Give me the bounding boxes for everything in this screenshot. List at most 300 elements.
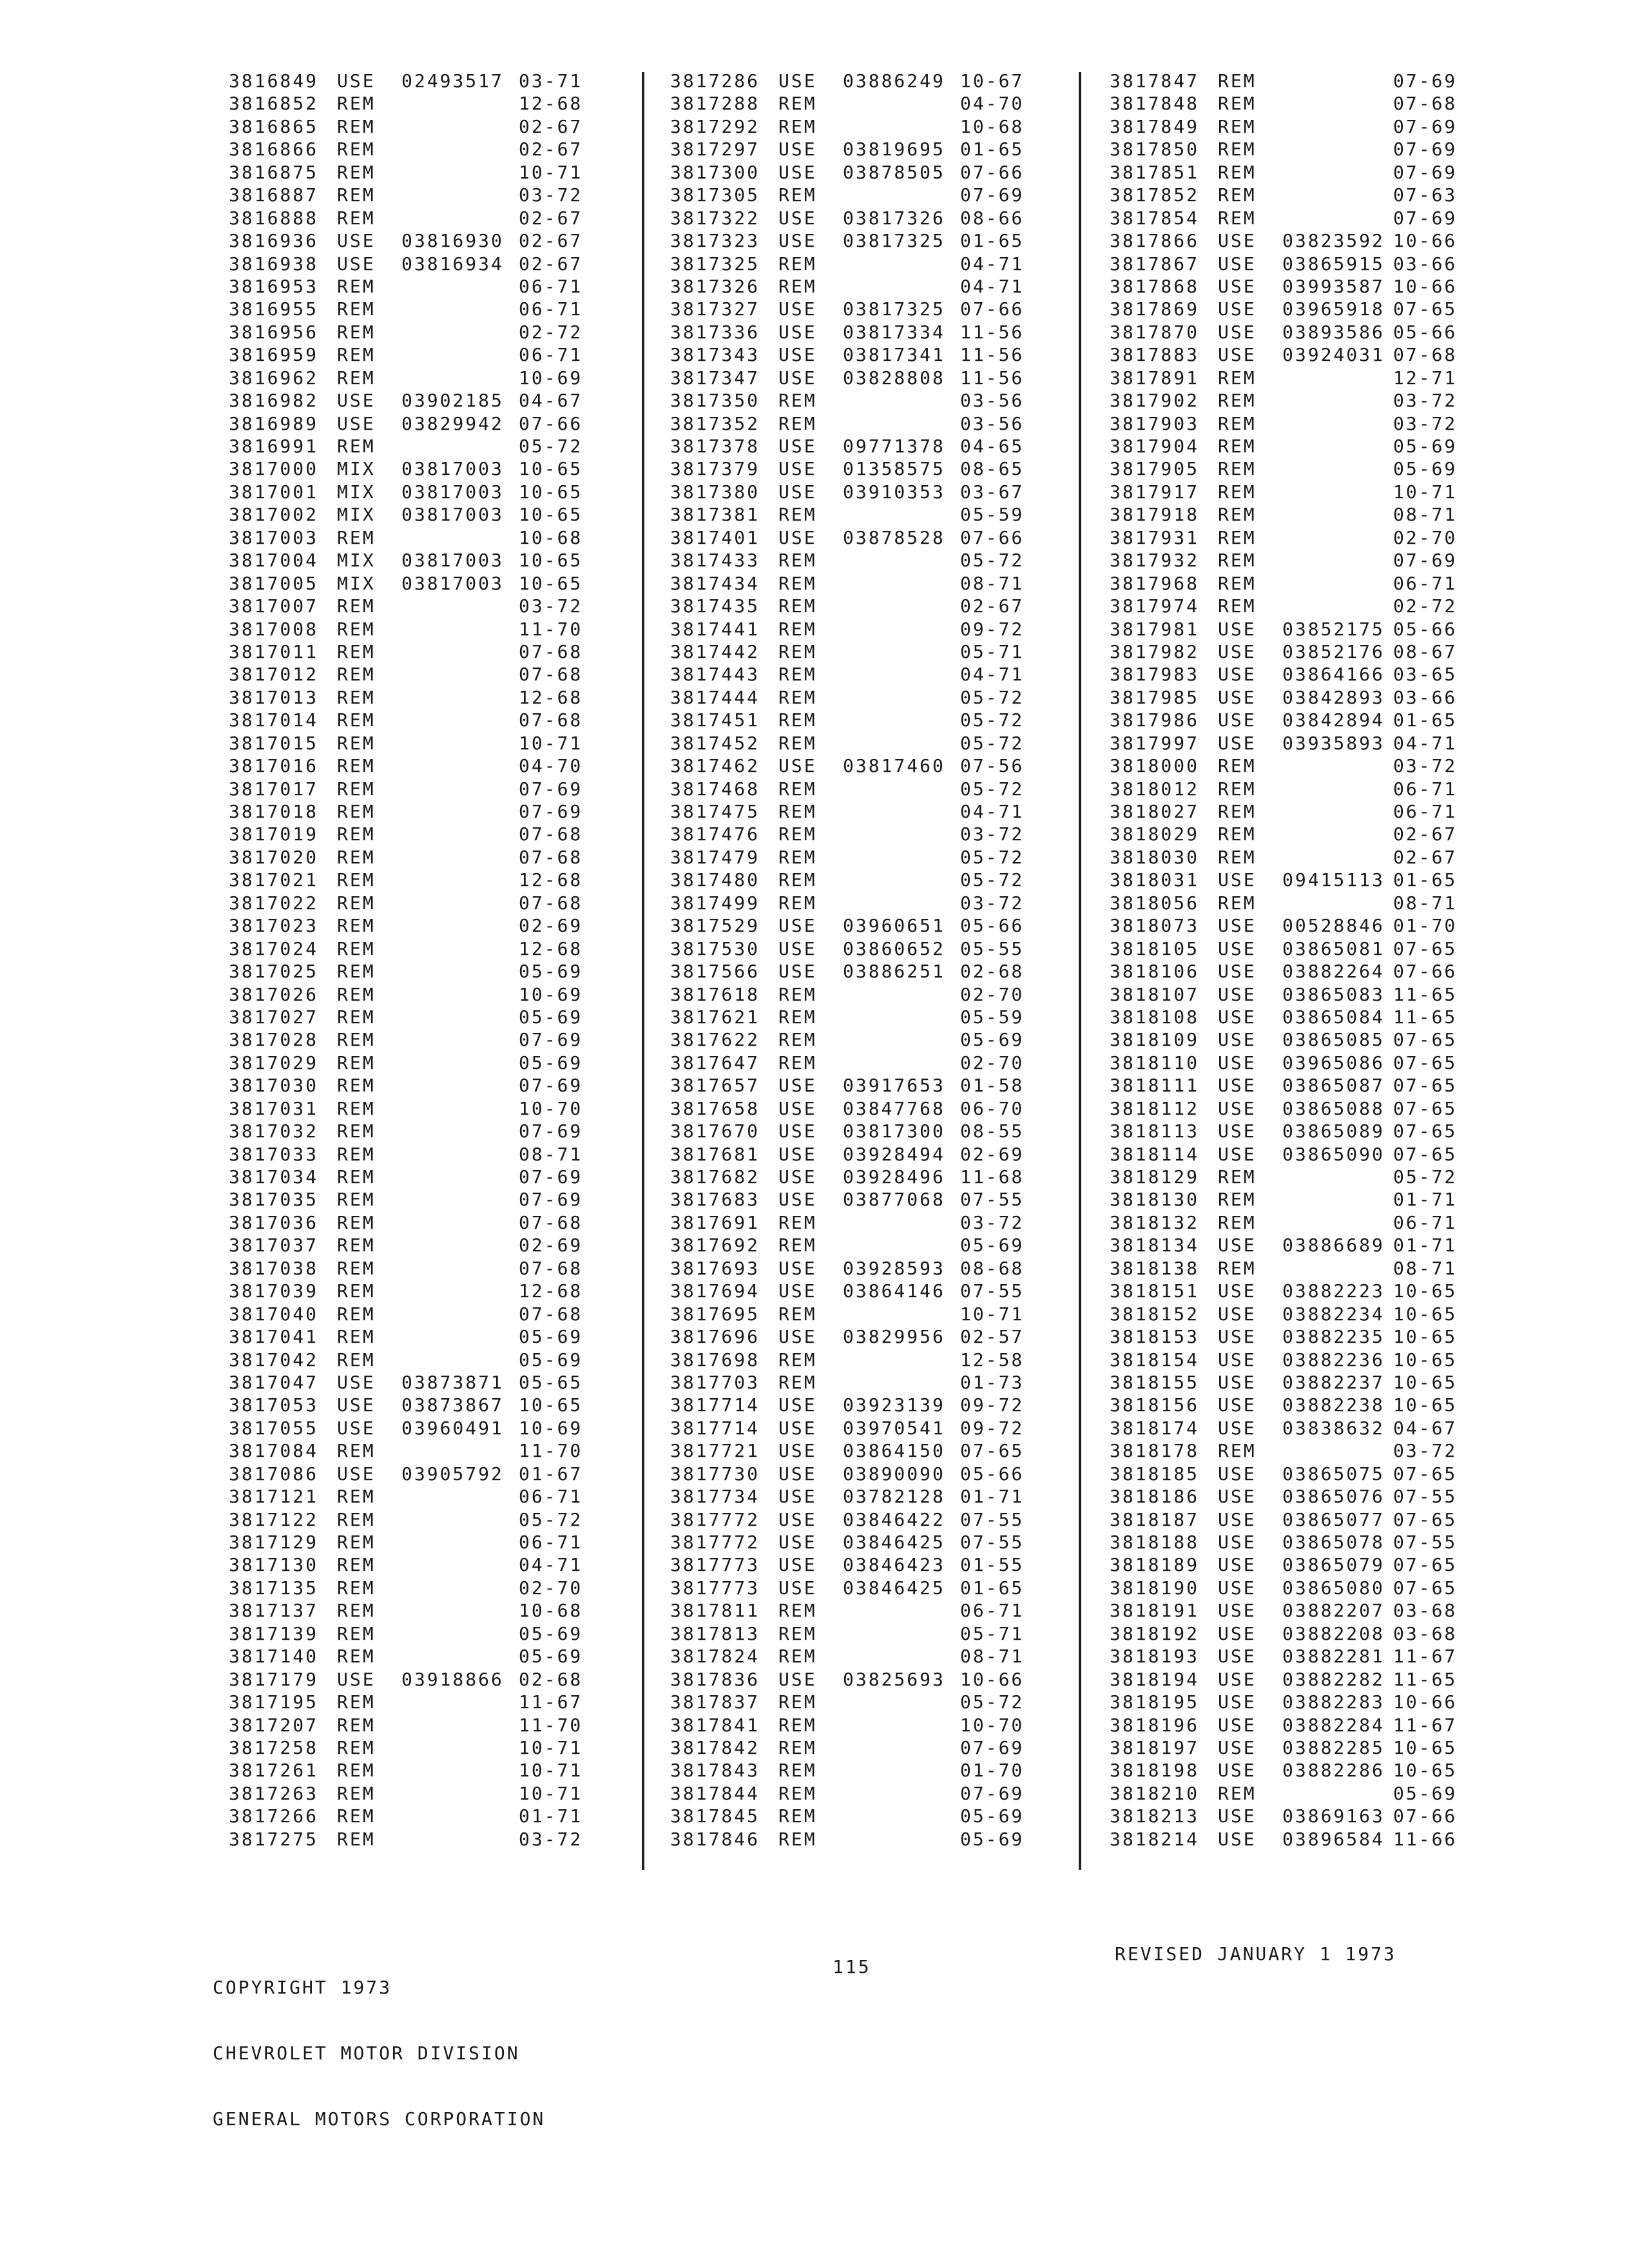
disposition-code: MIX: [337, 550, 376, 572]
date-code: 04-71: [960, 275, 1025, 297]
replacement-part-number: 03960651: [843, 915, 945, 937]
disposition-code: USE: [1218, 1622, 1257, 1644]
date-code: 10-68: [519, 1600, 583, 1622]
column-divider: [1079, 72, 1081, 1870]
date-code: 05-69: [960, 1828, 1025, 1850]
disposition-code: REM: [337, 1303, 376, 1325]
disposition-code: USE: [1218, 618, 1257, 640]
part-number: 3816989: [229, 412, 319, 434]
date-code: 01-67: [519, 1463, 583, 1485]
date-code: 03-72: [1393, 755, 1458, 777]
disposition-code: REM: [778, 1691, 817, 1713]
part-number: 3817381: [670, 504, 760, 526]
date-code: 04-71: [519, 1554, 583, 1576]
date-code: 05-66: [960, 915, 1025, 937]
date-code: 11-70: [519, 1714, 583, 1736]
disposition-code: USE: [778, 1257, 817, 1279]
disposition-code: USE: [778, 481, 817, 503]
date-code: 05-72: [1393, 1166, 1458, 1187]
part-number: 3818129: [1110, 1166, 1200, 1187]
disposition-code: USE: [1218, 253, 1257, 274]
replacement-part-number: 03782128: [843, 1486, 945, 1508]
part-number: 3817292: [670, 115, 760, 137]
disposition-code: USE: [337, 1668, 376, 1690]
disposition-code: REM: [337, 1097, 376, 1119]
part-number: 3817014: [229, 709, 319, 731]
disposition-code: USE: [778, 367, 817, 389]
part-number: 3817015: [229, 732, 319, 754]
part-number: 3818152: [1110, 1303, 1200, 1325]
date-code: 02-72: [519, 321, 583, 343]
date-code: 05-72: [960, 686, 1025, 708]
part-number: 3817903: [1110, 412, 1200, 434]
part-number: 3817003: [229, 526, 319, 548]
part-number: 3818154: [1110, 1349, 1200, 1370]
part-number: 3817343: [670, 344, 760, 366]
date-code: 05-72: [960, 846, 1025, 868]
disposition-code: USE: [1218, 1577, 1257, 1599]
disposition-code: REM: [778, 504, 817, 526]
replacement-part-number: 03865090: [1282, 1143, 1385, 1165]
date-code: 02-70: [1393, 526, 1458, 548]
part-number: 3818189: [1110, 1554, 1200, 1576]
part-number: 3818195: [1110, 1691, 1200, 1713]
date-code: 07-69: [519, 1120, 583, 1142]
date-code: 07-55: [960, 1532, 1025, 1553]
date-code: 08-71: [1393, 504, 1458, 526]
disposition-code: REM: [337, 436, 376, 457]
disposition-code: REM: [337, 1052, 376, 1073]
replacement-part-number: 03865081: [1282, 937, 1385, 959]
disposition-code: REM: [337, 1235, 376, 1256]
replacement-part-number: 02493517: [401, 70, 504, 91]
part-number: 3817135: [229, 1577, 319, 1599]
disposition-code: REM: [1218, 846, 1257, 868]
replacement-part-number: 03917653: [843, 1075, 945, 1097]
date-code: 10-69: [519, 367, 583, 389]
disposition-code: REM: [778, 664, 817, 686]
disposition-code: REM: [1218, 892, 1257, 914]
part-number: 3817772: [670, 1508, 760, 1530]
part-number: 3818186: [1110, 1486, 1200, 1508]
disposition-code: REM: [337, 115, 376, 137]
disposition-code: REM: [337, 1120, 376, 1142]
date-code: 07-65: [1393, 1029, 1458, 1051]
disposition-code: REM: [337, 321, 376, 343]
disposition-code: REM: [1218, 390, 1257, 412]
date-code: 10-69: [519, 1417, 583, 1439]
disposition-code: USE: [1218, 1463, 1257, 1485]
part-number: 3817022: [229, 892, 319, 914]
disposition-code: USE: [778, 915, 817, 937]
date-code: 08-68: [960, 1257, 1025, 1279]
part-number: 3817974: [1110, 595, 1200, 617]
part-number: 3817902: [1110, 390, 1200, 412]
disposition-code: REM: [778, 1622, 817, 1644]
date-code: 07-69: [1393, 70, 1458, 91]
part-number: 3818000: [1110, 755, 1200, 777]
part-number: 3817084: [229, 1440, 319, 1462]
disposition-code: USE: [337, 1463, 376, 1485]
date-code: 05-72: [960, 709, 1025, 731]
date-code: 02-67: [519, 253, 583, 274]
replacement-part-number: 03842893: [1282, 686, 1385, 708]
part-number: 3816936: [229, 230, 319, 252]
disposition-code: REM: [778, 1828, 817, 1850]
disposition-code: USE: [778, 298, 817, 320]
part-number: 3818031: [1110, 869, 1200, 891]
part-number: 3817038: [229, 1257, 319, 1279]
disposition-code: USE: [778, 436, 817, 457]
date-code: 05-59: [960, 1006, 1025, 1028]
replacement-part-number: 03817325: [843, 230, 945, 252]
part-number: 3817714: [670, 1417, 760, 1439]
replacement-part-number: 03865915: [1282, 253, 1385, 274]
part-number: 3817024: [229, 937, 319, 959]
date-code: 07-69: [1393, 207, 1458, 229]
disposition-code: REM: [778, 550, 817, 572]
date-code: 05-69: [960, 1805, 1025, 1827]
copyright-line: CHEVROLET MOTOR DIVISION: [213, 2042, 520, 2064]
disposition-code: REM: [1218, 481, 1257, 503]
date-code: 05-69: [960, 1235, 1025, 1256]
disposition-code: REM: [337, 1166, 376, 1187]
part-number: 3817670: [670, 1120, 760, 1142]
date-code: 03-71: [519, 70, 583, 91]
date-code: 09-72: [960, 1394, 1025, 1416]
part-number: 3818114: [1110, 1143, 1200, 1165]
part-number: 3817443: [670, 664, 760, 686]
date-code: 10-71: [519, 1736, 583, 1758]
date-code: 11-67: [519, 1691, 583, 1713]
date-code: 03-68: [1393, 1600, 1458, 1622]
date-code: 11-65: [1393, 1006, 1458, 1028]
replacement-part-number: 03865084: [1282, 1006, 1385, 1028]
part-number: 3817053: [229, 1394, 319, 1416]
date-code: 06-71: [1393, 801, 1458, 822]
date-code: 04-71: [960, 664, 1025, 686]
date-code: 12-68: [519, 1280, 583, 1302]
part-number: 3817380: [670, 481, 760, 503]
disposition-code: REM: [1218, 526, 1257, 548]
part-number: 3817968: [1110, 572, 1200, 594]
date-code: 02-67: [519, 230, 583, 252]
disposition-code: REM: [778, 253, 817, 274]
part-number: 3818178: [1110, 1440, 1200, 1462]
date-code: 05-69: [519, 1622, 583, 1644]
part-number: 3817845: [670, 1805, 760, 1827]
disposition-code: REM: [1218, 1257, 1257, 1279]
disposition-code: USE: [778, 961, 817, 983]
disposition-code: REM: [778, 1760, 817, 1782]
replacement-part-number: 03817326: [843, 207, 945, 229]
part-number: 3817695: [670, 1303, 760, 1325]
date-code: 10-70: [519, 1097, 583, 1119]
date-code: 10-65: [519, 481, 583, 503]
date-code: 05-66: [960, 1463, 1025, 1485]
date-code: 11-56: [960, 344, 1025, 366]
date-code: 06-71: [519, 1532, 583, 1553]
disposition-code: MIX: [337, 458, 376, 480]
date-code: 09-72: [960, 1417, 1025, 1439]
date-code: 06-71: [1393, 778, 1458, 800]
date-code: 07-65: [1393, 1143, 1458, 1165]
disposition-code: REM: [337, 1828, 376, 1850]
date-code: 10-65: [519, 550, 583, 572]
part-number: 3818138: [1110, 1257, 1200, 1279]
disposition-code: REM: [1218, 93, 1257, 115]
disposition-code: USE: [1218, 983, 1257, 1005]
disposition-code: REM: [778, 1371, 817, 1393]
part-number: 3816955: [229, 298, 319, 320]
part-number: 3818109: [1110, 1029, 1200, 1051]
part-number: 3817883: [1110, 344, 1200, 366]
date-code: 01-73: [960, 1371, 1025, 1393]
disposition-code: USE: [337, 390, 376, 412]
part-number: 3817442: [670, 640, 760, 662]
part-number: 3817336: [670, 321, 760, 343]
part-number: 3818187: [1110, 1508, 1200, 1530]
replacement-part-number: 03965086: [1282, 1052, 1385, 1073]
part-number: 3817621: [670, 1006, 760, 1028]
replacement-part-number: 03865075: [1282, 1463, 1385, 1485]
disposition-code: USE: [778, 70, 817, 91]
part-number: 3817530: [670, 937, 760, 959]
date-code: 10-65: [1393, 1303, 1458, 1325]
part-number: 3817703: [670, 1371, 760, 1393]
disposition-code: USE: [778, 1417, 817, 1439]
date-code: 10-71: [960, 1303, 1025, 1325]
part-number: 3817379: [670, 458, 760, 480]
disposition-code: REM: [337, 1646, 376, 1667]
replacement-part-number: 03816930: [401, 230, 504, 252]
disposition-code: USE: [1218, 869, 1257, 891]
part-number: 3818210: [1110, 1782, 1200, 1804]
replacement-part-number: 03816934: [401, 253, 504, 274]
date-code: 02-69: [519, 915, 583, 937]
date-code: 03-72: [519, 1828, 583, 1850]
disposition-code: REM: [337, 275, 376, 297]
date-code: 05-69: [960, 1029, 1025, 1051]
replacement-part-number: 03817460: [843, 755, 945, 777]
part-number: 3817025: [229, 961, 319, 983]
part-number: 3817836: [670, 1668, 760, 1690]
part-number: 3818027: [1110, 801, 1200, 822]
disposition-code: USE: [1218, 1486, 1257, 1508]
replacement-part-number: 03860652: [843, 937, 945, 959]
disposition-code: REM: [1218, 778, 1257, 800]
part-number: 3817121: [229, 1486, 319, 1508]
part-number: 3817918: [1110, 504, 1200, 526]
disposition-code: REM: [778, 595, 817, 617]
date-code: 07-69: [519, 1075, 583, 1097]
part-number: 3817658: [670, 1097, 760, 1119]
date-code: 11-65: [1393, 1668, 1458, 1690]
part-number: 3816982: [229, 390, 319, 412]
part-number: 3817917: [1110, 481, 1200, 503]
disposition-code: USE: [778, 1143, 817, 1165]
part-number: 3817985: [1110, 686, 1200, 708]
part-number: 3818193: [1110, 1646, 1200, 1667]
disposition-code: USE: [1218, 1349, 1257, 1370]
part-number: 3817323: [670, 230, 760, 252]
part-number: 3818056: [1110, 892, 1200, 914]
part-number: 3818156: [1110, 1394, 1200, 1416]
disposition-code: USE: [1218, 1532, 1257, 1553]
date-code: 10-65: [1393, 1394, 1458, 1416]
date-code: 05-69: [519, 1349, 583, 1370]
date-code: 10-71: [519, 1760, 583, 1782]
disposition-code: USE: [778, 937, 817, 959]
disposition-code: USE: [1218, 1394, 1257, 1416]
date-code: 03-72: [960, 1211, 1025, 1233]
part-number: 3817618: [670, 983, 760, 1005]
part-number: 3816888: [229, 207, 319, 229]
date-code: 12-68: [519, 937, 583, 959]
date-code: 04-65: [960, 436, 1025, 457]
date-code: 07-68: [519, 1303, 583, 1325]
disposition-code: USE: [1218, 1371, 1257, 1393]
disposition-code: REM: [1218, 184, 1257, 206]
part-number: 3817055: [229, 1417, 319, 1439]
replacement-part-number: 03817003: [401, 458, 504, 480]
disposition-code: REM: [337, 139, 376, 160]
date-code: 07-68: [519, 1257, 583, 1279]
disposition-code: USE: [337, 1371, 376, 1393]
replacement-part-number: 03923139: [843, 1394, 945, 1416]
replacement-part-number: 00528846: [1282, 915, 1385, 937]
replacement-part-number: 03924031: [1282, 344, 1385, 366]
replacement-part-number: 03905792: [401, 1463, 504, 1485]
disposition-code: REM: [778, 823, 817, 845]
part-number: 3817714: [670, 1394, 760, 1416]
date-code: 10-65: [1393, 1371, 1458, 1393]
page-number: 115: [833, 1956, 871, 1977]
disposition-code: USE: [778, 1166, 817, 1187]
replacement-part-number: 03838632: [1282, 1417, 1385, 1439]
disposition-code: REM: [337, 983, 376, 1005]
date-code: 07-66: [960, 161, 1025, 183]
part-number: 3817029: [229, 1052, 319, 1073]
part-number: 3817297: [670, 139, 760, 160]
disposition-code: USE: [1218, 1600, 1257, 1622]
replacement-part-number: 03886689: [1282, 1235, 1385, 1256]
part-number: 3818194: [1110, 1668, 1200, 1690]
part-number: 3817462: [670, 755, 760, 777]
date-code: 05-71: [960, 640, 1025, 662]
date-code: 04-67: [519, 390, 583, 412]
replacement-part-number: 03873867: [401, 1394, 504, 1416]
date-code: 10-65: [1393, 1349, 1458, 1370]
replacement-part-number: 03882234: [1282, 1303, 1385, 1325]
date-code: 07-68: [519, 640, 583, 662]
date-code: 01-71: [1393, 1189, 1458, 1211]
date-code: 11-66: [1393, 1828, 1458, 1850]
part-number: 3816875: [229, 161, 319, 183]
part-number: 3818214: [1110, 1828, 1200, 1850]
date-code: 03-56: [960, 390, 1025, 412]
part-number: 3817286: [670, 70, 760, 91]
date-code: 10-67: [960, 70, 1025, 91]
part-number: 3816865: [229, 115, 319, 137]
date-code: 07-68: [519, 823, 583, 845]
replacement-part-number: 03928496: [843, 1166, 945, 1187]
part-number: 3817475: [670, 801, 760, 822]
disposition-code: REM: [337, 664, 376, 686]
part-number: 3818134: [1110, 1235, 1200, 1256]
disposition-code: USE: [1218, 1508, 1257, 1530]
date-code: 07-66: [519, 412, 583, 434]
disposition-code: USE: [1218, 1052, 1257, 1073]
disposition-code: REM: [337, 686, 376, 708]
replacement-part-number: 03865078: [1282, 1532, 1385, 1553]
part-number: 3817843: [670, 1760, 760, 1782]
replacement-part-number: 03882283: [1282, 1691, 1385, 1713]
disposition-code: REM: [337, 618, 376, 640]
disposition-code: REM: [337, 846, 376, 868]
date-code: 07-65: [1393, 1463, 1458, 1485]
disposition-code: REM: [337, 937, 376, 959]
disposition-code: REM: [337, 1029, 376, 1051]
disposition-code: USE: [778, 1189, 817, 1211]
part-number: 3817032: [229, 1120, 319, 1142]
date-code: 07-69: [519, 1189, 583, 1211]
part-number: 3817263: [229, 1782, 319, 1804]
part-number: 3817734: [670, 1486, 760, 1508]
disposition-code: USE: [778, 1326, 817, 1348]
date-code: 07-65: [1393, 298, 1458, 320]
part-number: 3817021: [229, 869, 319, 891]
date-code: 07-68: [519, 1211, 583, 1233]
date-code: 05-72: [960, 778, 1025, 800]
part-number: 3817694: [670, 1280, 760, 1302]
date-code: 11-70: [519, 1440, 583, 1462]
disposition-code: USE: [1218, 275, 1257, 297]
disposition-code: USE: [778, 1508, 817, 1530]
part-number: 3818132: [1110, 1211, 1200, 1233]
part-number: 3817086: [229, 1463, 319, 1485]
part-number: 3817350: [670, 390, 760, 412]
disposition-code: USE: [337, 1417, 376, 1439]
part-number: 3817352: [670, 412, 760, 434]
replacement-part-number: 03869163: [1282, 1805, 1385, 1827]
replacement-part-number: 03852176: [1282, 640, 1385, 662]
date-code: 05-69: [519, 1326, 583, 1348]
disposition-code: REM: [1218, 161, 1257, 183]
date-code: 03-72: [1393, 412, 1458, 434]
date-code: 07-66: [1393, 961, 1458, 983]
date-code: 05-69: [1393, 1782, 1458, 1804]
part-number: 3817480: [670, 869, 760, 891]
part-number: 3817047: [229, 1371, 319, 1393]
part-number: 3816852: [229, 93, 319, 115]
part-number: 3817849: [1110, 115, 1200, 137]
replacement-part-number: 09771378: [843, 436, 945, 457]
disposition-code: USE: [1218, 344, 1257, 366]
date-code: 01-65: [960, 230, 1025, 252]
date-code: 10-68: [960, 115, 1025, 137]
part-number: 3817693: [670, 1257, 760, 1279]
part-number: 3817529: [670, 915, 760, 937]
part-number: 3817033: [229, 1143, 319, 1165]
disposition-code: USE: [1218, 1029, 1257, 1051]
disposition-code: REM: [778, 1714, 817, 1736]
part-number: 3817031: [229, 1097, 319, 1119]
date-code: 07-69: [960, 1782, 1025, 1804]
replacement-part-number: 03882223: [1282, 1280, 1385, 1302]
part-number: 3818197: [1110, 1736, 1200, 1758]
disposition-code: USE: [778, 161, 817, 183]
